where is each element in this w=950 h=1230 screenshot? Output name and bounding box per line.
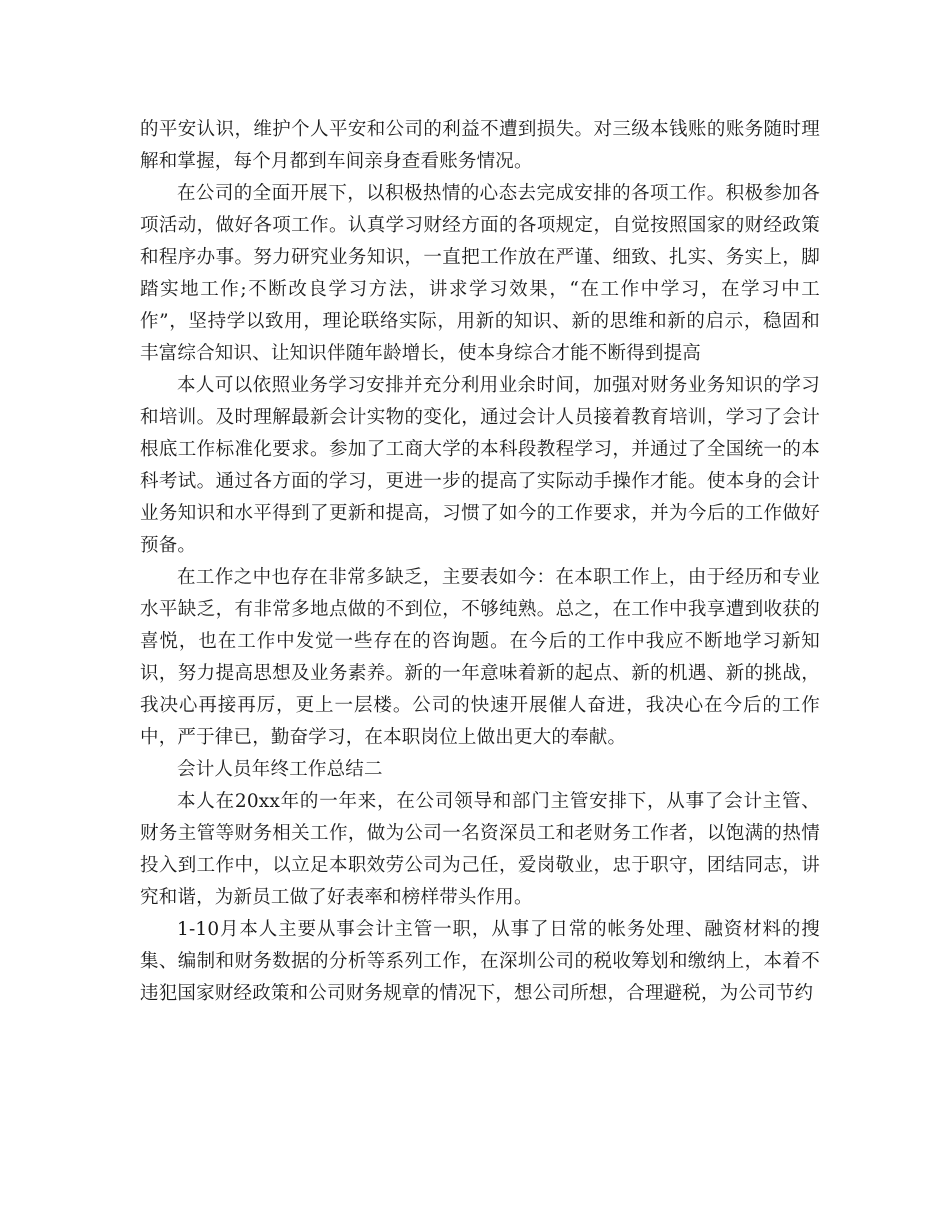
- paragraph: 在公司的全面开展下，以积极热情的心态去完成安排的各项工作。积极参加各项活动，做好各项工作。认真学习财经方面的各项规定，自觉按照国家的财经政策和程序办事。努力研究业务知识，一直把工作放在严谨、细致、扎实、务实上，脚踏实地工作;不断改良学习方法，讲求学习效果，“在工作中学习，在学习中工作”，坚持学以致用，理论联络实际，用新的知识、新的思维和新的启示，稳固和丰富综合知识、让知识伴随年龄增长，使本身综合才能不断得到提高: [140, 183, 820, 364]
- paragraph: 在工作之中也存在非常多缺乏，主要表如今：在本职工作上，由于经历和专业水平缺乏，有非常多地点做的不到位，不够纯熟。总之，在工作中我享遭到收获的喜悦，也在工作中发觉一些存在的咨询题。在今后的工作中我应不断地学习新知识，努力提高思想及业务素养。新的一年意味着新的起点、新的机遇、新的挑战，我决心再接再厉，更上一层楼。公司的快速开展催人奋进，我决心在今后的工作中，严于律已，勤奋学习，在本职岗位上做出更大的奉献。: [140, 567, 820, 748]
- section-heading: 会计人员年终工作总结二: [177, 759, 383, 780]
- paragraph: 本人可以依照业务学习安排并充分利用业余时间，加强对财务业务知识的学习和培训。及时理解最新会计实物的变化，通过会计人员接着教育培训，学习了会计根底工作标准化要求。参加了工商大学的本科段教程学习，并通过了全国统一的本科考试。通过各方面的学习，更进一步的提高了实际动手操作才能。使本身的会计业务知识和水平得到了更新和提高，习惯了如今的工作要求，并为今后的工作做好预备。: [140, 375, 820, 556]
- document-body: [140, 114, 820, 1010]
- paragraph: 1-10月本人主要从事会计主管一职，从事了日常的帐务处理、融资材料的搜集、编制和财务数据的分析等系列工作，在深圳公司的税收筹划和缴纳上，本着不违犯国家财经政策和公司财务规章的情况下，想公司所想，合理避税，为公司节约: [140, 919, 820, 1004]
- paragraph: 本人在20xx年的一年来，在公司领导和部门主管安排下，从事了会计主管、财务主管等财务相关工作，做为公司一名资深员工和老财务工作者，以饱满的热情投入到工作中，以立足本职效劳公司为己任，爱岗敬业，忠于职守，团结同志，讲究和谐，为新员工做了好表率和榜样带头作用。: [140, 791, 820, 908]
- paragraph-continued: 的平安认识，维护个人平安和公司的利益不遭到损失。对三级本钱账的账务随时理解和掌握，每个月都到车间亲身查看账务情况。: [140, 119, 820, 172]
